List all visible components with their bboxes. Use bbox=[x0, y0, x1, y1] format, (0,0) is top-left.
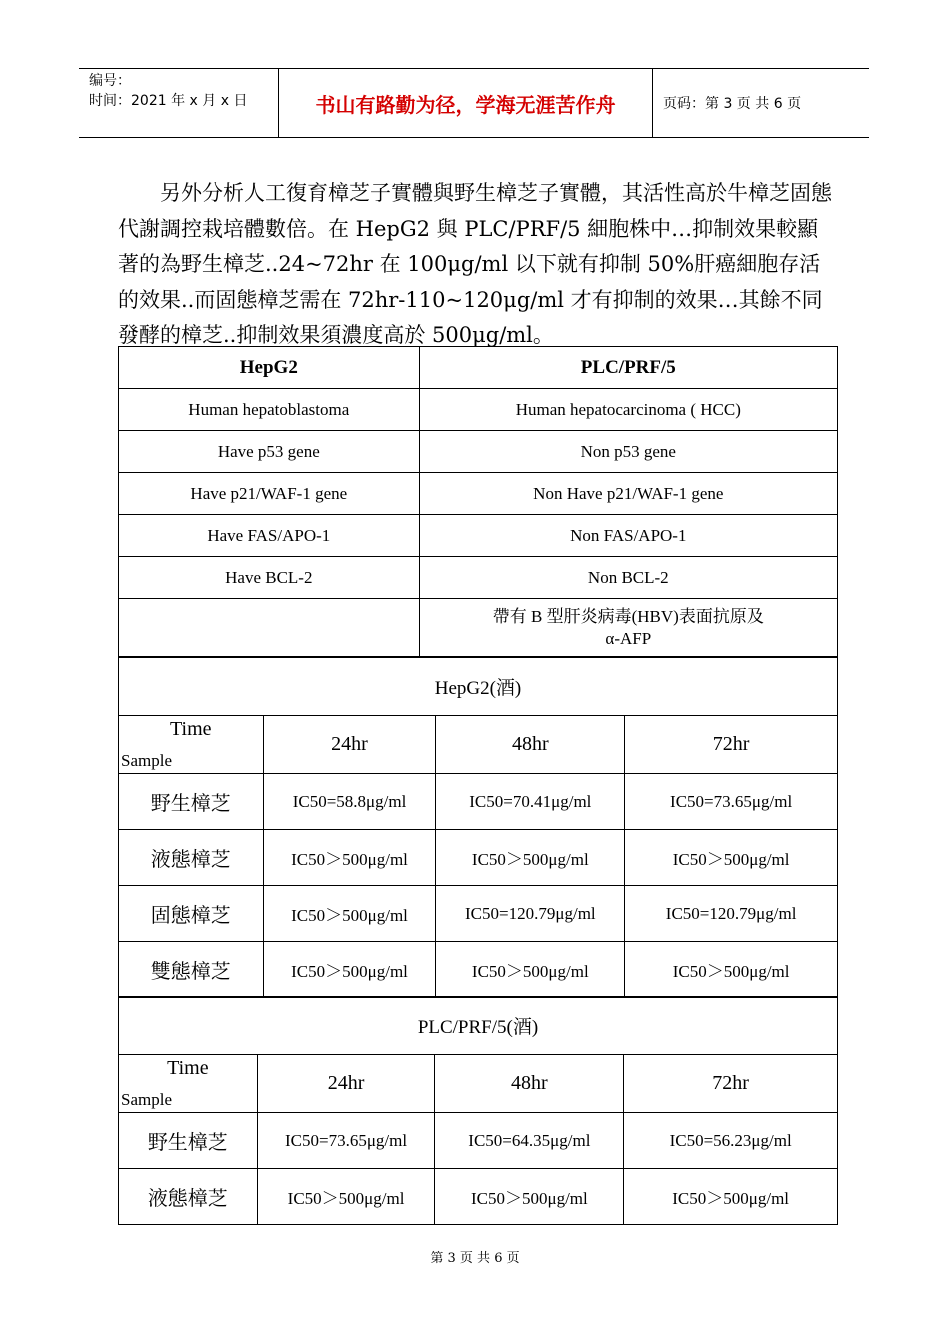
paragraph-text: 另外分析人工復育樟芝子實體與野生樟芝子實體，其活性高於牛樟芝固態代謝調控栽培體數倍。在 HepG2 與 PLC/PRF/5 細胞株中…抑制效果較顯著的為野生樟芝..24~72hr 在 100μg/ml 以下就有抑制 50%肝癌細胞存活的效果..而固態樟芝需在 72hr-110~120μg/ml 才有抑制的效果…其餘不同發酵的樟芝..抑制效果須濃度高於 500μg/ml。 bbox=[118, 181, 832, 347]
hour-header: 24hr bbox=[263, 716, 436, 774]
header-hepg2: HepG2 bbox=[119, 347, 420, 389]
table-cell: Human hepatoblastoma bbox=[119, 389, 420, 431]
table-cell: Non Have p21/WAF-1 gene bbox=[419, 473, 837, 515]
hbv-text: 帶有 B 型肝炎病毒(HBV)表面抗原及 bbox=[492, 606, 764, 626]
ic50-cell: IC50＞500μg/ml bbox=[624, 1169, 838, 1225]
table-cell: Non p53 gene bbox=[419, 431, 837, 473]
table-row bbox=[119, 389, 838, 431]
table-title-row bbox=[119, 658, 838, 716]
sample-name: 野生樟芝 bbox=[119, 1113, 258, 1169]
header-plc: PLC/PRF/5 bbox=[419, 347, 837, 389]
page-header bbox=[79, 68, 869, 138]
table-cell: Have p53 gene bbox=[119, 431, 420, 473]
sample-label: Sample bbox=[121, 1090, 172, 1109]
hour-header: 24hr bbox=[257, 1055, 435, 1113]
table-cell: Non FAS/APO-1 bbox=[419, 515, 837, 557]
table-row bbox=[119, 1113, 838, 1169]
sample-name: 固態樟芝 bbox=[119, 886, 264, 942]
ic50-cell: IC50=73.65μg/ml bbox=[257, 1113, 435, 1169]
sample-label: Sample bbox=[121, 751, 172, 770]
plc-ic50-table bbox=[118, 996, 838, 1225]
ic50-cell: IC50=120.79μg/ml bbox=[625, 886, 838, 942]
hour-header: 48hr bbox=[435, 1055, 624, 1113]
hour-header: 72hr bbox=[625, 716, 838, 774]
plc-table-title: PLC/PRF/5(酒) bbox=[119, 997, 838, 1055]
ic50-cell: IC50＞500μg/ml bbox=[436, 942, 625, 998]
table-cell: Human hepatocarcinoma ( HCC) bbox=[419, 389, 837, 431]
table-row bbox=[119, 830, 838, 886]
table-row bbox=[119, 1169, 838, 1225]
ic50-cell: IC50＞500μg/ml bbox=[263, 942, 436, 998]
time-sample-cell bbox=[119, 1055, 258, 1113]
hour-header: 72hr bbox=[624, 1055, 838, 1113]
header-meta bbox=[79, 69, 279, 137]
ic50-cell: IC50＞500μg/ml bbox=[625, 942, 838, 998]
ic50-cell: IC50＞500μg/ml bbox=[435, 1169, 624, 1225]
ic50-cell: IC50=56.23μg/ml bbox=[624, 1113, 838, 1169]
ic50-cell: IC50＞500μg/ml bbox=[263, 886, 436, 942]
ic50-cell: IC50=64.35μg/ml bbox=[435, 1113, 624, 1169]
time-label: Time bbox=[167, 1057, 209, 1079]
page-footer: 第 3 页 共 6 页 bbox=[430, 1251, 520, 1266]
table-title-row bbox=[119, 997, 838, 1055]
cell-line-table bbox=[118, 346, 838, 657]
table-row bbox=[119, 431, 838, 473]
ic50-cell: IC50＞500μg/ml bbox=[257, 1169, 435, 1225]
ic50-cell: IC50＞500μg/ml bbox=[436, 830, 625, 886]
table-cell: Have p21/WAF-1 gene bbox=[119, 473, 420, 515]
ic50-cell: IC50=73.65μg/ml bbox=[625, 774, 838, 830]
hour-header: 48hr bbox=[436, 716, 625, 774]
ic50-cell: IC50＞500μg/ml bbox=[263, 830, 436, 886]
table-header-row bbox=[119, 716, 838, 774]
sample-name: 液態樟芝 bbox=[119, 1169, 258, 1225]
time-sample-cell bbox=[119, 716, 264, 774]
ic50-cell: IC50=120.79μg/ml bbox=[436, 886, 625, 942]
table-row bbox=[119, 473, 838, 515]
table-header-row bbox=[119, 1055, 838, 1113]
sample-name: 雙態樟芝 bbox=[119, 942, 264, 998]
table-cell-empty bbox=[119, 599, 420, 657]
ic50-cell: IC50=58.8μg/ml bbox=[263, 774, 436, 830]
afp-text: α-AFP bbox=[605, 628, 652, 648]
table-row bbox=[119, 886, 838, 942]
table-row bbox=[119, 515, 838, 557]
table-cell: Have FAS/APO-1 bbox=[119, 515, 420, 557]
header-motto: 书山有路勤为径，学海无涯苦作舟 bbox=[279, 69, 653, 137]
table-header-row bbox=[119, 347, 838, 389]
table-row bbox=[119, 774, 838, 830]
hepg2-table-title: HepG2(酒) bbox=[119, 658, 838, 716]
table-cell: Non BCL-2 bbox=[419, 557, 837, 599]
number-label: 编号： bbox=[89, 73, 131, 89]
time-label: Time bbox=[170, 718, 212, 740]
sample-name: 液態樟芝 bbox=[119, 830, 264, 886]
body-paragraph bbox=[118, 176, 838, 354]
table-row bbox=[119, 599, 838, 657]
table-row bbox=[119, 557, 838, 599]
table-row bbox=[119, 942, 838, 998]
hepg2-ic50-table bbox=[118, 657, 838, 998]
ic50-cell: IC50=70.41μg/ml bbox=[436, 774, 625, 830]
table-cell bbox=[419, 599, 837, 657]
table-cell: Have BCL-2 bbox=[119, 557, 420, 599]
ic50-cell: IC50＞500μg/ml bbox=[625, 830, 838, 886]
header-page-info: 页码：第 3 页 共 6 页 bbox=[663, 96, 802, 112]
sample-name: 野生樟芝 bbox=[119, 774, 264, 830]
time-label: 时间：2021 年 x 月 x 日 bbox=[89, 93, 248, 109]
